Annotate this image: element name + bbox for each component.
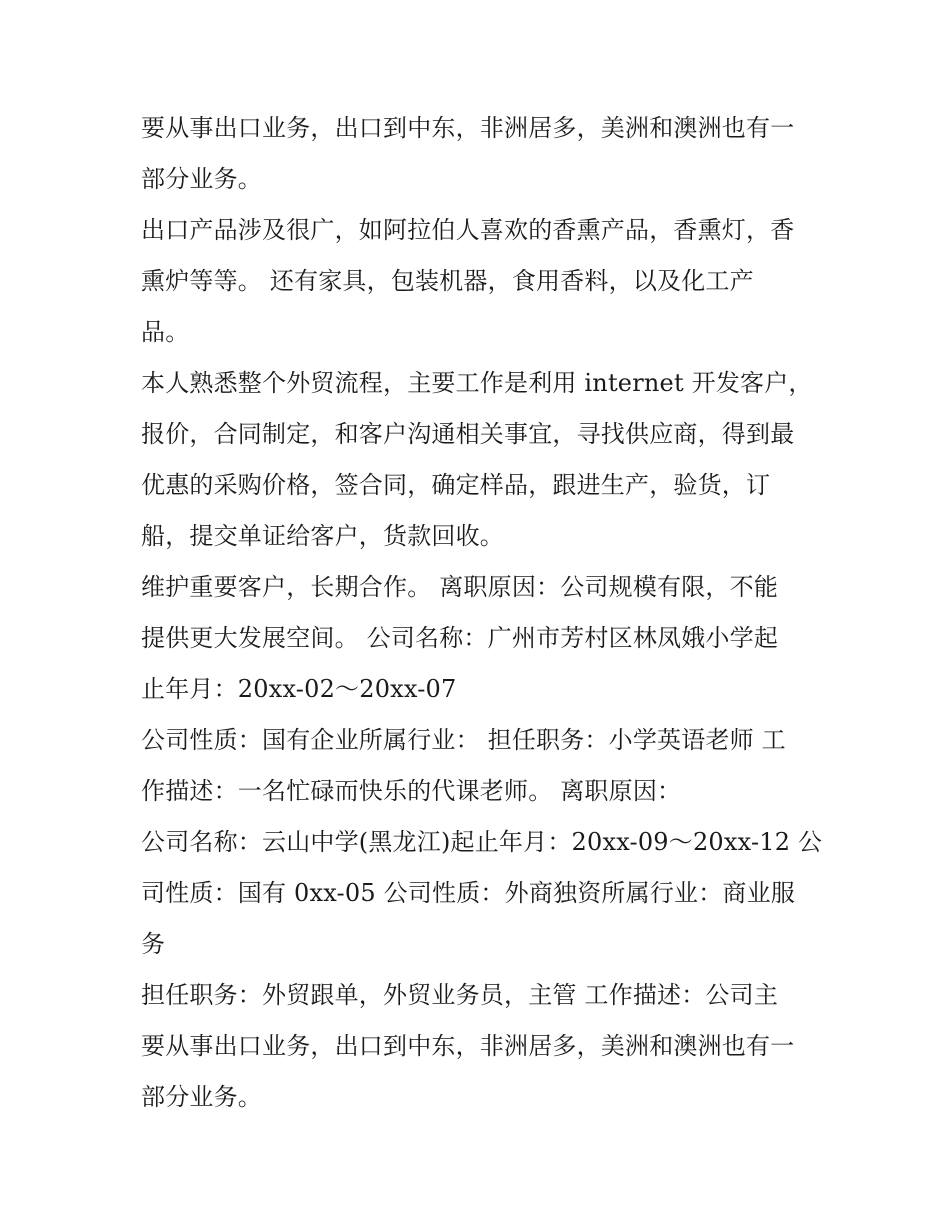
text-line: 司性质：国有 0xx-05 公司性质：外商独资所属行业：商业服 xyxy=(141,879,796,907)
text-line: 维护重要客户，长期合作。 离职原因：公司规模有限，不能 xyxy=(141,573,779,601)
text-line: 公司名称：云山中学(黑龙江)起止年月：20xx-09～20xx-12 公 xyxy=(141,828,823,856)
text-line: 船，提交单证给客户，货款回收。 xyxy=(141,522,504,550)
text-line: 担任职务：外贸跟单，外贸业务员，主管 工作描述：公司主 xyxy=(141,981,779,1009)
paragraph-3 xyxy=(141,358,813,562)
paragraph-2 xyxy=(141,205,813,358)
text-line: 止年月：20xx-02～20xx-07 xyxy=(141,675,457,703)
text-line: 本人熟悉整个外贸流程，主要工作是利用 internet 开发客户， xyxy=(141,369,813,397)
paragraph-6 xyxy=(141,817,823,970)
paragraph-1 xyxy=(141,103,813,205)
paragraph-5 xyxy=(141,715,813,817)
text-line: 出口产品涉及很广，如阿拉伯人喜欢的香熏产品，香熏灯，香 xyxy=(141,216,795,244)
text-line: 优惠的采购价格，签合同，确定样品，跟进生产，验货，订 xyxy=(141,471,771,499)
text-line: 公司性质：国有企业所属行业： 担任职务：小学英语老师 工 xyxy=(141,726,786,754)
text-line: 品。 xyxy=(141,318,190,346)
text-line: 报价，合同制定，和客户沟通相关事宜，寻找供应商，得到最 xyxy=(141,420,795,448)
text-line: 部分业务。 xyxy=(141,165,262,193)
paragraph-4 xyxy=(141,562,813,715)
text-line: 熏炉等等。 还有家具，包装机器，食用香料，以及化工产 xyxy=(141,267,754,295)
text-line: 部分业务。 xyxy=(141,1083,262,1111)
text-line: 务 xyxy=(141,930,166,958)
text-line: 要从事出口业务，出口到中东，非洲居多，美洲和澳洲也有一 xyxy=(141,114,795,142)
document-body xyxy=(141,103,823,1123)
text-line: 要从事出口业务，出口到中东，非洲居多，美洲和澳洲也有一 xyxy=(141,1032,795,1060)
text-line: 作描述：一名忙碌而快乐的代课老师。 离职原因： xyxy=(141,777,682,805)
text-line: 提供更大发展空间。 公司名称：广州市芳村区林凤娥小学起 xyxy=(141,624,779,652)
paragraph-7 xyxy=(141,970,813,1123)
